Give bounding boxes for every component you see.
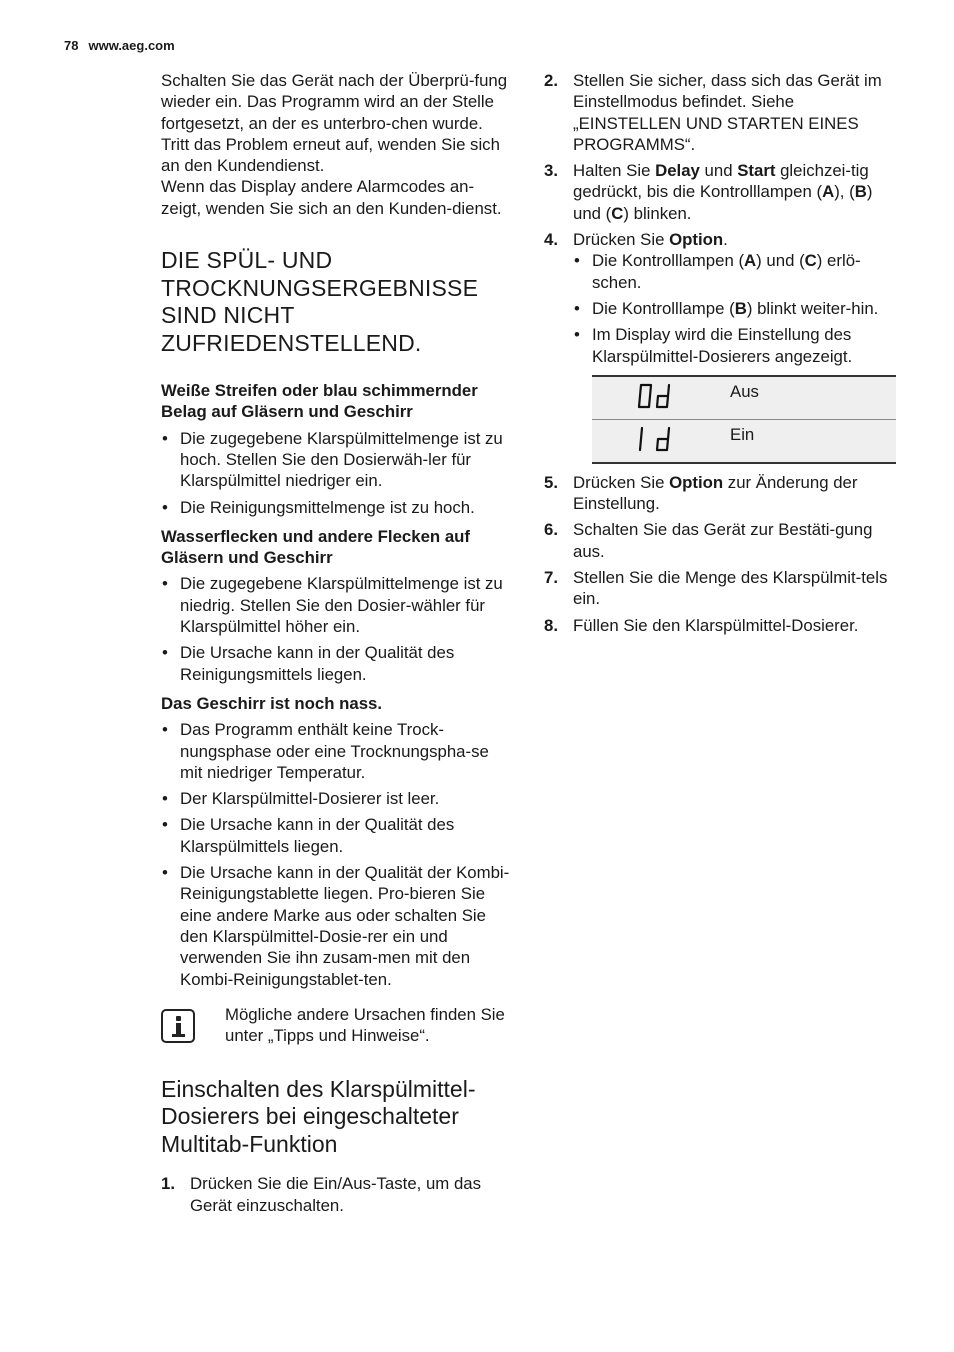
seven-segment-1d-icon: [636, 425, 680, 453]
step-item: [544, 160, 896, 224]
bullet-list: [161, 428, 513, 518]
step-number: 5.: [544, 472, 558, 492]
step-item: [544, 519, 896, 562]
step-item: [544, 229, 896, 367]
step-list: [544, 70, 896, 367]
display-code-label: Ein: [730, 419, 896, 463]
step-number: 7.: [544, 568, 558, 588]
button-name: Option: [669, 472, 724, 492]
intro-paragraph: Schalten Sie das Gerät nach der Überprü-fung wieder ein. Das Programm wird an der Stelle fortgesetzt, an der es unterbro-chen wurde.: [161, 71, 508, 133]
step-item: [544, 615, 896, 636]
button-name: Start: [737, 161, 776, 181]
step-text: Füllen Sie den Klarspülmittel-Dosierer.: [573, 615, 859, 635]
step-item: [544, 472, 896, 515]
section-heading: DIE SPÜL- UND TROCKNUNGSERGEBNISSE SIND NICHT ZUFRIEDENSTELLEND.: [161, 247, 479, 356]
step-text: Drücken Sie Option zur Änderung der Einstellung.: [573, 472, 858, 514]
step-number: 4.: [544, 230, 558, 250]
bullet-list: [573, 250, 896, 366]
list-item: • Die Ursache kann in der Qualität des Klarspülmittels liegen.: [161, 814, 513, 857]
list-item: • Die zugegebene Klarspülmittelmenge ist zu hoch. Stellen Sie den Dosierwäh-ler für Klarspülmittel niedriger ein.: [161, 428, 513, 492]
info-note: [161, 1004, 513, 1048]
button-name: Delay: [655, 161, 700, 181]
info-note-text: Mögliche andere Ursachen finden Sie unter „Tipps und Hinweise“.: [225, 1004, 505, 1046]
intro-paragraph: Tritt das Problem erneut auf, wenden Sie sich an den Kundendienst.: [161, 134, 500, 176]
step-text: Drücken Sie Option.: [573, 230, 728, 250]
step-number: 1.: [161, 1174, 175, 1194]
step-item: [544, 567, 896, 610]
list-item: • Der Klarspülmittel-Dosierer ist leer.: [161, 788, 513, 809]
right-column: [544, 70, 896, 641]
step-list: [161, 1173, 513, 1216]
step-number: 3.: [544, 161, 558, 181]
step-item: [161, 1173, 513, 1216]
list-item: • Das Programm enthält keine Trock-nungsphase oder eine Trocknungspha-se mit niedriger Temperatur.: [161, 719, 513, 783]
info-icon: [161, 1009, 195, 1043]
table-row: [592, 419, 896, 463]
bullet-list: [161, 719, 513, 990]
list-item: • Die Reinigungsmittelmenge ist zu hoch.: [161, 497, 513, 518]
list-item: • Im Display wird die Einstellung des Klarspülmittel-Dosierers angezeigt.: [573, 324, 896, 367]
step-text: Stellen Sie die Menge des Klarspülmit-tels ein.: [573, 568, 888, 609]
step-number: 8.: [544, 615, 558, 635]
intro-paragraph: Wenn das Display andere Alarmcodes an-zeigt, wenden Sie sich an den Kunden-dienst.: [161, 177, 502, 218]
step-text: Halten Sie Delay und Start gleichzei-tig gedrückt, bis die Kontrolllampen (A), (B) und (C) blinken.: [573, 161, 873, 223]
table-row: [592, 376, 896, 420]
subheading: Das Geschirr ist noch nass.: [161, 693, 383, 713]
display-code-label: Aus: [730, 376, 896, 420]
step-number: 6.: [544, 520, 558, 540]
step-item: [544, 70, 896, 155]
list-item: • Die zugegebene Klarspülmittelmenge ist zu niedrig. Stellen Sie den Dosier-wähler für Klarspülmittel höher ein.: [161, 573, 513, 637]
list-item: • Die Kontrolllampen (A) und (C) erlö-schen.: [573, 250, 896, 293]
seven-segment-0d-icon: [636, 382, 680, 410]
display-code-table: [592, 375, 896, 464]
left-column: [161, 70, 513, 1221]
step-list: [544, 472, 896, 636]
list-item: • Die Kontrolllampe (B) blinkt weiter-hin.: [573, 298, 896, 319]
website-url[interactable]: www.aeg.com: [88, 38, 175, 53]
section-heading: Einschalten des Klarspülmittel-Dosierers bei eingeschalteter Multitab-Funktion: [161, 1075, 476, 1157]
display-code-cell: [592, 419, 730, 463]
button-name: Option: [669, 230, 724, 250]
subheading: Weiße Streifen oder blau schimmernder Belag auf Gläsern und Geschirr: [161, 381, 478, 422]
step-text: Schalten Sie das Gerät zur Bestäti-gung aus.: [573, 520, 873, 561]
step-text: Stellen Sie sicher, dass sich das Gerät im Einstellmodus befindet. Siehe „EINSTELLEN UND STARTEN EINES PROGRAMMS“.: [573, 71, 882, 154]
step-number: 2.: [544, 71, 558, 90]
display-code-cell: [592, 376, 730, 420]
list-item: • Die Ursache kann in der Qualität der Kombi-Reinigungstablette liegen. Pro-bieren Sie eine andere Marke aus oder schalten Sie den Klarspülmittel-Dosie-rer ein und verwenden Sie ihn zusam-men mit den Kombi-Reinigungstablet-ten.: [161, 862, 513, 990]
page-header: [64, 38, 175, 53]
page-number: 78: [64, 38, 79, 53]
list-item: • Die Ursache kann in der Qualität des Reinigungsmittels liegen.: [161, 642, 513, 685]
subheading: Wasserflecken und andere Flecken auf Gläsern und Geschirr: [161, 526, 471, 568]
bullet-list: [161, 573, 513, 684]
step-text: Drücken Sie die Ein/Aus-Taste, um das Gerät einzuschalten.: [190, 1174, 482, 1215]
